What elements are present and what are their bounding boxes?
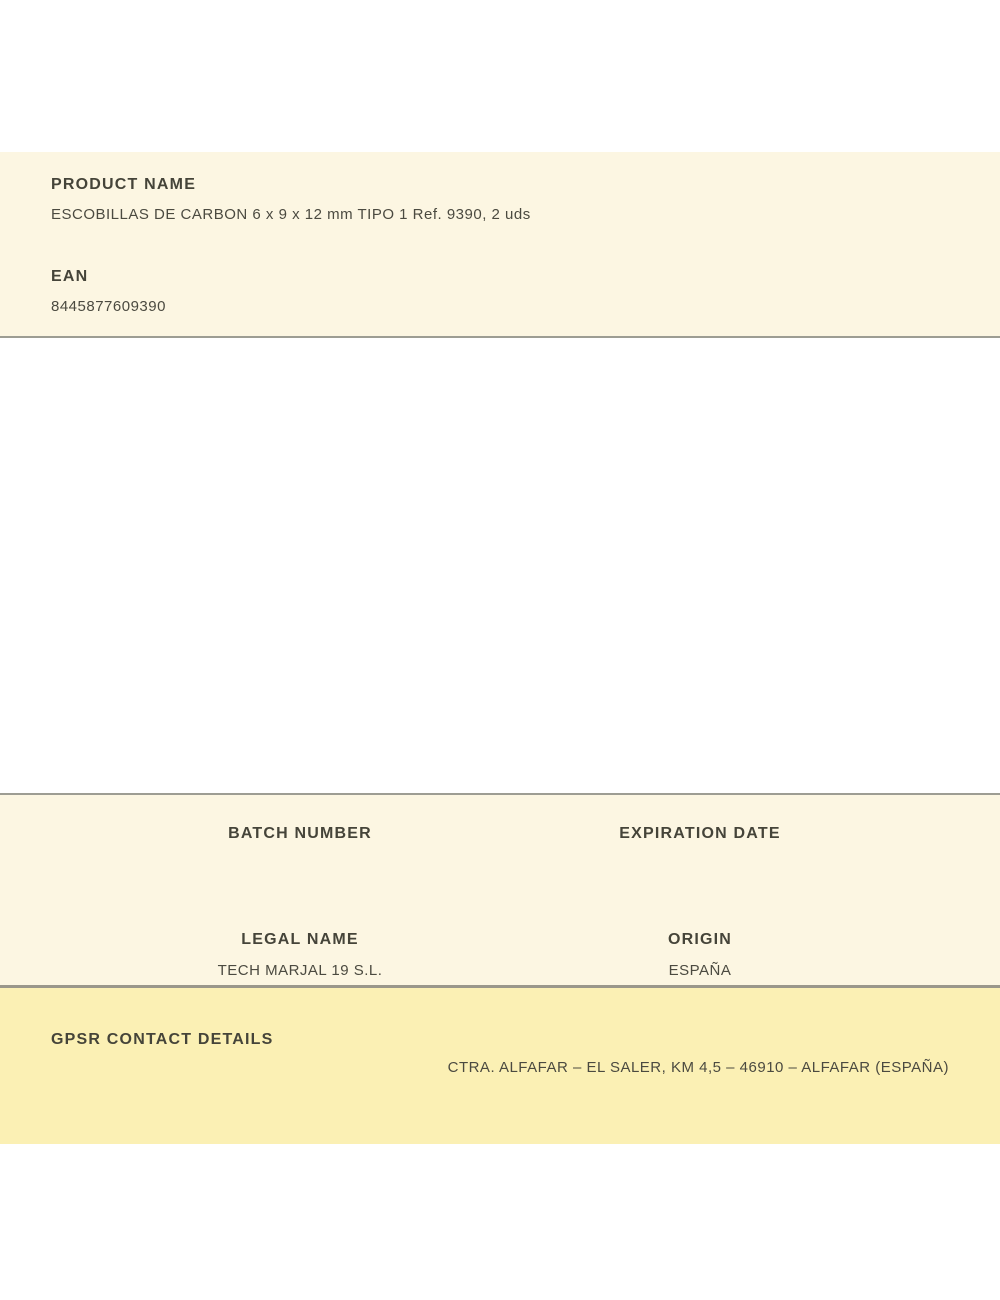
- product-info-section: [0, 152, 1000, 338]
- ean-label: EAN: [51, 268, 89, 285]
- bottom-whitespace: [0, 1144, 1000, 1297]
- legal-name-column: [100, 932, 500, 978]
- top-whitespace: [0, 0, 1000, 152]
- product-name-value: ESCOBILLAS DE CARBON 6 x 9 x 12 mm TIPO 1 Ref. 9390, 2 uds: [51, 206, 531, 223]
- batch-number-label: BATCH NUMBER: [228, 825, 372, 842]
- origin-column: [500, 932, 900, 978]
- batch-expiration-row: [100, 826, 900, 857]
- gpsr-contact-label: GPSR CONTACT DETAILS: [51, 1031, 274, 1048]
- gpsr-contact-section: [0, 988, 1000, 1144]
- origin-label: ORIGIN: [667, 931, 733, 948]
- batch-number-column: [100, 826, 500, 857]
- expiration-date-label: EXPIRATION DATE: [619, 825, 781, 842]
- origin-value: ESPAÑA: [668, 962, 732, 979]
- expiration-date-column: [500, 826, 900, 857]
- middle-whitespace: [0, 338, 1000, 793]
- legal-name-value: TECH MARJAL 19 S.L.: [217, 962, 383, 979]
- ean-value: 8445877609390: [51, 298, 166, 315]
- legal-origin-row: [100, 932, 900, 978]
- gpsr-contact-address: CTRA. ALFAFAR – EL SALER, KM 4,5 – 46910 – ALFAFAR (ESPAÑA): [447, 1059, 949, 1076]
- legal-name-label: LEGAL NAME: [241, 931, 359, 948]
- product-name-label: PRODUCT NAME: [51, 176, 197, 193]
- batch-legal-section: [0, 793, 1000, 988]
